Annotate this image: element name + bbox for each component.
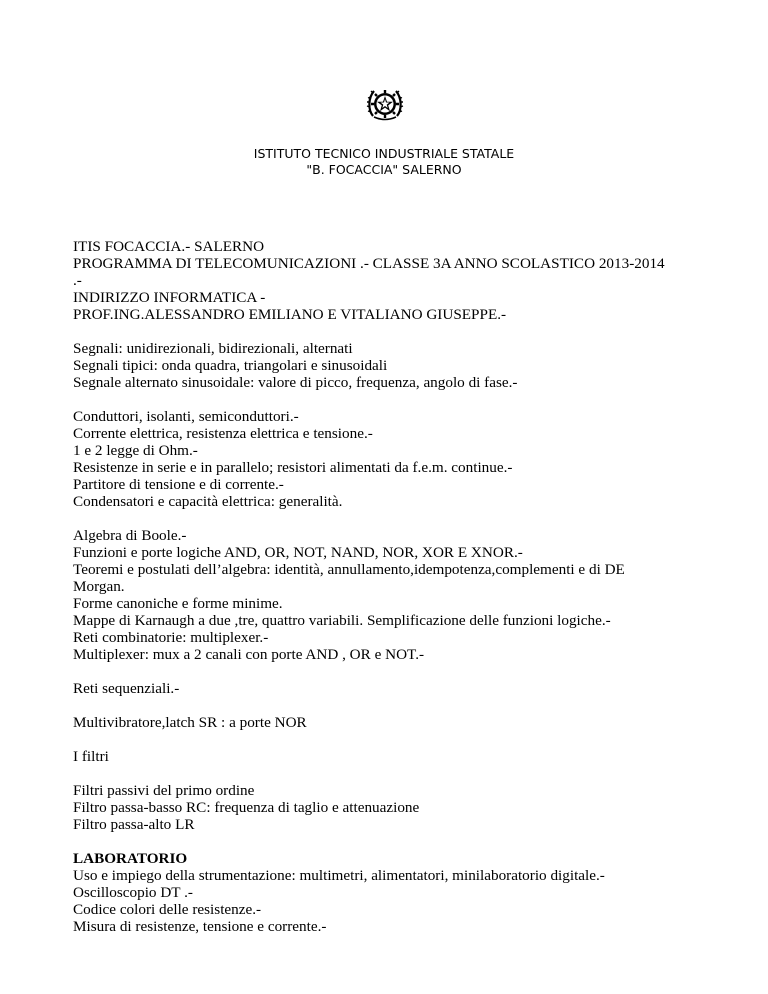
section-title-filtri: I filtri	[73, 748, 109, 765]
topic-line: Resistenze in serie e in parallelo; resistori alimentati da f.e.m. continue.-	[73, 459, 513, 476]
topic-line: Partitore di tensione e di corrente.-	[73, 476, 284, 493]
topic-line: Conduttori, isolanti, semiconduttori.-	[73, 408, 299, 425]
intro-program: PROGRAMMA DI TELECOMUNICAZIONI .- CLASSE 3A ANNO SCOLASTICO 2013-2014	[73, 255, 665, 272]
topic-line: Reti sequenziali.-	[73, 680, 180, 697]
topic-line: Morgan.	[73, 578, 125, 595]
topic-line: Reti combinatorie: multiplexer.-	[73, 629, 269, 646]
school-name: ISTITUTO TECNICO INDUSTRIALE STATALE	[253, 146, 515, 161]
intro-program-cont: .-	[73, 272, 82, 289]
topic-line: Segnali tipici: onda quadra, triangolari e sinusoidali	[73, 357, 388, 374]
lab-item: Oscilloscopio DT .-	[73, 884, 193, 901]
topic-line: Filtri passivi del primo ordine	[73, 782, 255, 799]
school-header	[0, 146, 768, 178]
topic-line: Teoremi e postulati dell’algebra: identità, annullamento,idempotenza,complementi e di DE	[73, 561, 625, 578]
topic-line: Filtro passa-basso RC: frequenza di taglio e attenuazione	[73, 799, 420, 816]
italian-republic-emblem	[365, 84, 405, 124]
lab-item: Uso e impiego della strumentazione: multimetri, alimentatori, minilaboratorio digitale.-	[73, 867, 605, 884]
topic-line: Multiplexer: mux a 2 canali con porte AND , OR e NOT.-	[73, 646, 425, 663]
topic-line: Segnali: unidirezionali, bidirezionali, alternati	[73, 340, 353, 357]
topic-line: 1 e 2 legge di Ohm.-	[73, 442, 198, 459]
lab-item: Codice colori delle resistenze.-	[73, 901, 262, 918]
lab-item: Misura di resistenze, tensione e corrente.-	[73, 918, 327, 935]
topic-line: Corrente elettrica, resistenza elettrica e tensione.-	[73, 425, 373, 442]
intro-track: INDIRIZZO INFORMATICA -	[73, 289, 266, 306]
section-title-laboratorio: LABORATORIO	[73, 850, 188, 867]
topic-line: Mappe di Karnaugh a due ,tre, quattro variabili. Semplificazione delle funzioni logiche.-	[73, 612, 611, 629]
topic-line: Forme canoniche e forme minime.	[73, 595, 283, 612]
intro-school: ITIS FOCACCIA.- SALERNO	[73, 238, 265, 255]
topic-line: Condensatori e capacità elettrica: generalità.	[73, 493, 343, 510]
topic-line: Segnale alternato sinusoidale: valore di picco, frequenza, angolo di fase.-	[73, 374, 518, 391]
topic-line: Funzioni e porte logiche AND, OR, NOT, NAND, NOR, XOR E XNOR.-	[73, 544, 523, 561]
topic-line: Algebra di Boole.-	[73, 527, 187, 544]
topic-line: Filtro passa-alto LR	[73, 816, 195, 833]
school-location: "B. FOCACCIA" SALERNO	[306, 162, 462, 177]
topic-line: Multivibratore,latch SR : a porte NOR	[73, 714, 307, 731]
intro-teachers: PROF.ING.ALESSANDRO EMILIANO E VITALIANO GIUSEPPE.-	[73, 306, 507, 323]
document-body	[73, 238, 713, 935]
